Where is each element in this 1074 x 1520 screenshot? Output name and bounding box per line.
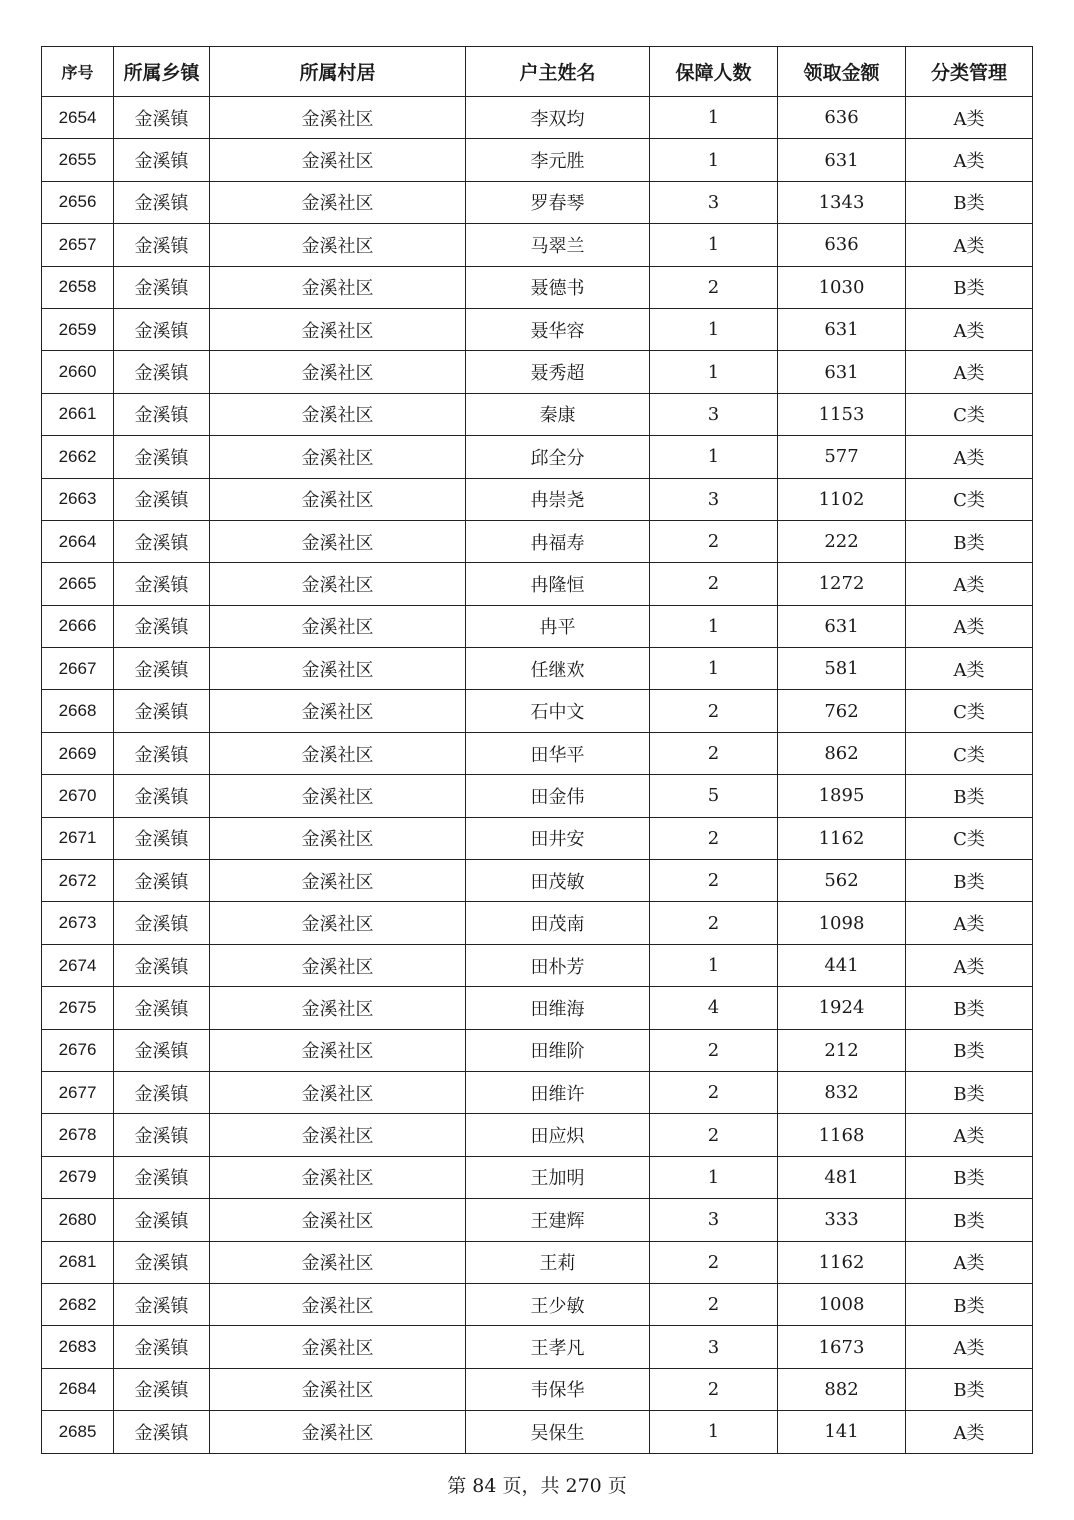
- township-cell: 金溪镇: [114, 393, 210, 435]
- people-count-cell: 2: [650, 266, 778, 308]
- township-cell: 金溪镇: [114, 436, 210, 478]
- table-row: [42, 308, 1033, 350]
- category-cell: A类: [906, 224, 1033, 266]
- amount-cell: 1272: [778, 563, 906, 605]
- people-count-cell: 3: [650, 478, 778, 520]
- householder-name-cell: 田茂敏: [466, 860, 650, 902]
- table-row: [42, 436, 1033, 478]
- seq-cell: 2673: [42, 902, 114, 944]
- amount-cell: 222: [778, 520, 906, 562]
- seq-cell: 2661: [42, 393, 114, 435]
- householder-name-cell: 田维阶: [466, 1029, 650, 1071]
- township-cell: 金溪镇: [114, 266, 210, 308]
- householder-name-cell: 田华平: [466, 732, 650, 774]
- township-cell: 金溪镇: [114, 478, 210, 520]
- table-row: [42, 393, 1033, 435]
- category-cell: A类: [906, 563, 1033, 605]
- seq-cell: 2657: [42, 224, 114, 266]
- township-cell: 金溪镇: [114, 732, 210, 774]
- township-cell: 金溪镇: [114, 605, 210, 647]
- village-cell: 金溪社区: [210, 944, 466, 986]
- village-cell: 金溪社区: [210, 817, 466, 859]
- householder-name-cell: 王加明: [466, 1156, 650, 1198]
- category-cell: B类: [906, 520, 1033, 562]
- table-row: [42, 732, 1033, 774]
- amount-cell: 636: [778, 224, 906, 266]
- village-cell: 金溪社区: [210, 1326, 466, 1368]
- people-count-cell: 2: [650, 1368, 778, 1410]
- people-count-cell: 1: [650, 436, 778, 478]
- householder-name-cell: 田维许: [466, 1071, 650, 1113]
- table-row: [42, 478, 1033, 520]
- amount-cell: 1102: [778, 478, 906, 520]
- category-cell: B类: [906, 775, 1033, 817]
- township-cell: 金溪镇: [114, 563, 210, 605]
- village-cell: 金溪社区: [210, 266, 466, 308]
- township-cell: 金溪镇: [114, 860, 210, 902]
- householder-name-cell: 李元胜: [466, 139, 650, 181]
- township-cell: 金溪镇: [114, 944, 210, 986]
- people-count-cell: 2: [650, 732, 778, 774]
- category-cell: B类: [906, 860, 1033, 902]
- seq-cell: 2672: [42, 860, 114, 902]
- table-row: [42, 1029, 1033, 1071]
- category-cell: C类: [906, 732, 1033, 774]
- people-count-cell: 1: [650, 944, 778, 986]
- householder-name-cell: 冉隆恒: [466, 563, 650, 605]
- amount-cell: 1008: [778, 1283, 906, 1325]
- seq-cell: 2680: [42, 1199, 114, 1241]
- householder-name-cell: 冉平: [466, 605, 650, 647]
- category-cell: B类: [906, 1071, 1033, 1113]
- people-count-cell: 3: [650, 181, 778, 223]
- people-count-cell: 1: [650, 308, 778, 350]
- township-cell: 金溪镇: [114, 648, 210, 690]
- category-cell: B类: [906, 1029, 1033, 1071]
- township-cell: 金溪镇: [114, 97, 210, 139]
- category-cell: A类: [906, 436, 1033, 478]
- category-cell: A类: [906, 605, 1033, 647]
- category-cell: A类: [906, 944, 1033, 986]
- seq-cell: 2655: [42, 139, 114, 181]
- people-count-cell: 2: [650, 1241, 778, 1283]
- village-cell: 金溪社区: [210, 902, 466, 944]
- village-cell: 金溪社区: [210, 860, 466, 902]
- householder-name-cell: 冉崇尧: [466, 478, 650, 520]
- householder-name-cell: 秦康: [466, 393, 650, 435]
- category-cell: A类: [906, 648, 1033, 690]
- amount-cell: 1168: [778, 1114, 906, 1156]
- village-cell: 金溪社区: [210, 648, 466, 690]
- township-cell: 金溪镇: [114, 690, 210, 732]
- seq-cell: 2682: [42, 1283, 114, 1325]
- table-row: [42, 520, 1033, 562]
- householder-name-cell: 聂德书: [466, 266, 650, 308]
- table-row: [42, 1368, 1033, 1410]
- amount-cell: 636: [778, 97, 906, 139]
- seq-cell: 2669: [42, 732, 114, 774]
- township-cell: 金溪镇: [114, 1411, 210, 1453]
- amount-cell: 1030: [778, 266, 906, 308]
- township-cell: 金溪镇: [114, 1283, 210, 1325]
- householder-name-cell: 罗春琴: [466, 181, 650, 223]
- amount-cell: 562: [778, 860, 906, 902]
- table-row: [42, 139, 1033, 181]
- table-row: [42, 944, 1033, 986]
- seq-cell: 2670: [42, 775, 114, 817]
- category-header: 分类管理: [906, 47, 1033, 97]
- seq-cell: 2663: [42, 478, 114, 520]
- people-count-cell: 2: [650, 860, 778, 902]
- people-count-cell: 2: [650, 1029, 778, 1071]
- amount-cell: 631: [778, 308, 906, 350]
- village-cell: 金溪社区: [210, 1411, 466, 1453]
- householder-name-cell: 吴保生: [466, 1411, 650, 1453]
- table-row: [42, 775, 1033, 817]
- category-cell: A类: [906, 1411, 1033, 1453]
- seq-cell: 2668: [42, 690, 114, 732]
- table-row: [42, 1199, 1033, 1241]
- township-cell: 金溪镇: [114, 1241, 210, 1283]
- village-cell: 金溪社区: [210, 436, 466, 478]
- category-cell: A类: [906, 139, 1033, 181]
- seq-cell: 2671: [42, 817, 114, 859]
- householder-name-cell: 聂华容: [466, 308, 650, 350]
- amount-cell: 631: [778, 351, 906, 393]
- table-row: [42, 690, 1033, 732]
- seq-cell: 2659: [42, 308, 114, 350]
- table-row: [42, 902, 1033, 944]
- village-cell: 金溪社区: [210, 1283, 466, 1325]
- table-header-row: [42, 47, 1033, 97]
- householder-name-cell: 王孝凡: [466, 1326, 650, 1368]
- table-row: [42, 1071, 1033, 1113]
- seq-cell: 2660: [42, 351, 114, 393]
- category-cell: C类: [906, 817, 1033, 859]
- township-cell: 金溪镇: [114, 1326, 210, 1368]
- township-cell: 金溪镇: [114, 224, 210, 266]
- table-body: [42, 97, 1033, 1454]
- amount-cell: 1895: [778, 775, 906, 817]
- people-count-cell: 2: [650, 1283, 778, 1325]
- village-cell: 金溪社区: [210, 181, 466, 223]
- people-count-cell: 2: [650, 817, 778, 859]
- householder-name-cell: 王少敏: [466, 1283, 650, 1325]
- householder-name-cell: 马翠兰: [466, 224, 650, 266]
- seq-cell: 2674: [42, 944, 114, 986]
- seq-cell: 2665: [42, 563, 114, 605]
- amount-cell: 862: [778, 732, 906, 774]
- table-row: [42, 1114, 1033, 1156]
- amount-cell: 481: [778, 1156, 906, 1198]
- table-row: [42, 1411, 1033, 1453]
- township-cell: 金溪镇: [114, 987, 210, 1029]
- people-count-cell: 5: [650, 775, 778, 817]
- householder-name-cell: 田金伟: [466, 775, 650, 817]
- category-cell: C类: [906, 690, 1033, 732]
- amount-cell: 1924: [778, 987, 906, 1029]
- table-row: [42, 1326, 1033, 1368]
- category-cell: B类: [906, 181, 1033, 223]
- people-count-cell: 3: [650, 1199, 778, 1241]
- seq-cell: 2679: [42, 1156, 114, 1198]
- table-row: [42, 266, 1033, 308]
- township-cell: 金溪镇: [114, 1071, 210, 1113]
- village-cell: 金溪社区: [210, 351, 466, 393]
- village-cell: 金溪社区: [210, 775, 466, 817]
- category-cell: A类: [906, 1326, 1033, 1368]
- people-count-cell: 2: [650, 563, 778, 605]
- amount-header: 领取金额: [778, 47, 906, 97]
- category-cell: B类: [906, 987, 1033, 1029]
- category-cell: A类: [906, 1114, 1033, 1156]
- people-count-cell: 2: [650, 520, 778, 562]
- category-cell: A类: [906, 351, 1033, 393]
- township-header: 所属乡镇: [114, 47, 210, 97]
- amount-cell: 1153: [778, 393, 906, 435]
- householder-name-cell: 田应炽: [466, 1114, 650, 1156]
- seq-cell: 2656: [42, 181, 114, 223]
- amount-cell: 631: [778, 605, 906, 647]
- amount-cell: 832: [778, 1071, 906, 1113]
- householder-name-cell: 韦保华: [466, 1368, 650, 1410]
- township-cell: 金溪镇: [114, 1156, 210, 1198]
- seq-cell: 2683: [42, 1326, 114, 1368]
- category-cell: B类: [906, 266, 1033, 308]
- amount-cell: 631: [778, 139, 906, 181]
- householder-name-cell: 邱全分: [466, 436, 650, 478]
- householder-name-cell: 田朴芳: [466, 944, 650, 986]
- people-count-cell: 3: [650, 1326, 778, 1368]
- people-count-cell: 2: [650, 1071, 778, 1113]
- village-cell: 金溪社区: [210, 605, 466, 647]
- village-cell: 金溪社区: [210, 1156, 466, 1198]
- table-row: [42, 351, 1033, 393]
- village-cell: 金溪社区: [210, 97, 466, 139]
- category-cell: A类: [906, 308, 1033, 350]
- people-count-cell: 4: [650, 987, 778, 1029]
- amount-cell: 581: [778, 648, 906, 690]
- people-count-cell: 1: [650, 648, 778, 690]
- seq-cell: 2662: [42, 436, 114, 478]
- amount-cell: 333: [778, 1199, 906, 1241]
- amount-cell: 577: [778, 436, 906, 478]
- householder-name-cell: 田茂南: [466, 902, 650, 944]
- people-count-cell: 1: [650, 97, 778, 139]
- seq-cell: 2677: [42, 1071, 114, 1113]
- village-cell: 金溪社区: [210, 1241, 466, 1283]
- table-row: [42, 860, 1033, 902]
- category-cell: C类: [906, 393, 1033, 435]
- category-cell: A类: [906, 97, 1033, 139]
- householder-name-cell: 任继欢: [466, 648, 650, 690]
- township-cell: 金溪镇: [114, 902, 210, 944]
- township-cell: 金溪镇: [114, 817, 210, 859]
- seq-cell: 2678: [42, 1114, 114, 1156]
- township-cell: 金溪镇: [114, 1029, 210, 1071]
- people-count-cell: 2: [650, 690, 778, 732]
- seq-cell: 2664: [42, 520, 114, 562]
- amount-cell: 762: [778, 690, 906, 732]
- amount-cell: 1098: [778, 902, 906, 944]
- township-cell: 金溪镇: [114, 139, 210, 181]
- seq-cell: 2676: [42, 1029, 114, 1071]
- category-cell: B类: [906, 1283, 1033, 1325]
- table-row: [42, 1283, 1033, 1325]
- township-cell: 金溪镇: [114, 1199, 210, 1241]
- village-cell: 金溪社区: [210, 224, 466, 266]
- table-row: [42, 1241, 1033, 1283]
- people-count-cell: 2: [650, 1114, 778, 1156]
- householder-name-cell: 王莉: [466, 1241, 650, 1283]
- village-cell: 金溪社区: [210, 393, 466, 435]
- village-cell: 金溪社区: [210, 1071, 466, 1113]
- table-row: [42, 97, 1033, 139]
- township-cell: 金溪镇: [114, 181, 210, 223]
- village-cell: 金溪社区: [210, 1199, 466, 1241]
- table-row: [42, 987, 1033, 1029]
- category-cell: B类: [906, 1199, 1033, 1241]
- people-count-cell: 3: [650, 393, 778, 435]
- village-cell: 金溪社区: [210, 1368, 466, 1410]
- village-cell: 金溪社区: [210, 732, 466, 774]
- people-count-header: 保障人数: [650, 47, 778, 97]
- table-row: [42, 605, 1033, 647]
- householder-name-cell: 石中文: [466, 690, 650, 732]
- amount-cell: 1343: [778, 181, 906, 223]
- category-cell: A类: [906, 902, 1033, 944]
- category-cell: B类: [906, 1368, 1033, 1410]
- people-count-cell: 1: [650, 224, 778, 266]
- table-row: [42, 224, 1033, 266]
- table-row: [42, 817, 1033, 859]
- township-cell: 金溪镇: [114, 1368, 210, 1410]
- village-cell: 金溪社区: [210, 139, 466, 181]
- category-cell: C类: [906, 478, 1033, 520]
- amount-cell: 441: [778, 944, 906, 986]
- township-cell: 金溪镇: [114, 308, 210, 350]
- seq-cell: 2658: [42, 266, 114, 308]
- seq-cell: 2681: [42, 1241, 114, 1283]
- householder-name-cell: 田井安: [466, 817, 650, 859]
- page-footer: 第 84 页，共 270 页: [447, 1475, 627, 1497]
- village-cell: 金溪社区: [210, 563, 466, 605]
- table-row: [42, 1156, 1033, 1198]
- township-cell: 金溪镇: [114, 775, 210, 817]
- village-cell: 金溪社区: [210, 1114, 466, 1156]
- seq-header: 序号: [42, 47, 114, 97]
- amount-cell: 1162: [778, 817, 906, 859]
- township-cell: 金溪镇: [114, 351, 210, 393]
- table-row: [42, 181, 1033, 223]
- amount-cell: 212: [778, 1029, 906, 1071]
- township-cell: 金溪镇: [114, 520, 210, 562]
- seq-cell: 2667: [42, 648, 114, 690]
- householder-name-cell: 田维海: [466, 987, 650, 1029]
- assistance-roster-table: [41, 46, 1033, 1454]
- village-cell: 金溪社区: [210, 987, 466, 1029]
- householder-header: 户主姓名: [466, 47, 650, 97]
- seq-cell: 2675: [42, 987, 114, 1029]
- seq-cell: 2684: [42, 1368, 114, 1410]
- seq-cell: 2654: [42, 97, 114, 139]
- village-cell: 金溪社区: [210, 520, 466, 562]
- people-count-cell: 1: [650, 351, 778, 393]
- township-cell: 金溪镇: [114, 1114, 210, 1156]
- amount-cell: 882: [778, 1368, 906, 1410]
- people-count-cell: 2: [650, 902, 778, 944]
- people-count-cell: 1: [650, 1411, 778, 1453]
- people-count-cell: 1: [650, 1156, 778, 1198]
- village-cell: 金溪社区: [210, 690, 466, 732]
- amount-cell: 1673: [778, 1326, 906, 1368]
- seq-cell: 2666: [42, 605, 114, 647]
- amount-cell: 1162: [778, 1241, 906, 1283]
- village-header: 所属村居: [210, 47, 466, 97]
- category-cell: A类: [906, 1241, 1033, 1283]
- amount-cell: 141: [778, 1411, 906, 1453]
- table-row: [42, 648, 1033, 690]
- table-row: [42, 563, 1033, 605]
- householder-name-cell: 冉福寿: [466, 520, 650, 562]
- village-cell: 金溪社区: [210, 478, 466, 520]
- category-cell: B类: [906, 1156, 1033, 1198]
- seq-cell: 2685: [42, 1411, 114, 1453]
- people-count-cell: 1: [650, 605, 778, 647]
- householder-name-cell: 李双均: [466, 97, 650, 139]
- householder-name-cell: 王建辉: [466, 1199, 650, 1241]
- village-cell: 金溪社区: [210, 1029, 466, 1071]
- householder-name-cell: 聂秀超: [466, 351, 650, 393]
- people-count-cell: 1: [650, 139, 778, 181]
- village-cell: 金溪社区: [210, 308, 466, 350]
